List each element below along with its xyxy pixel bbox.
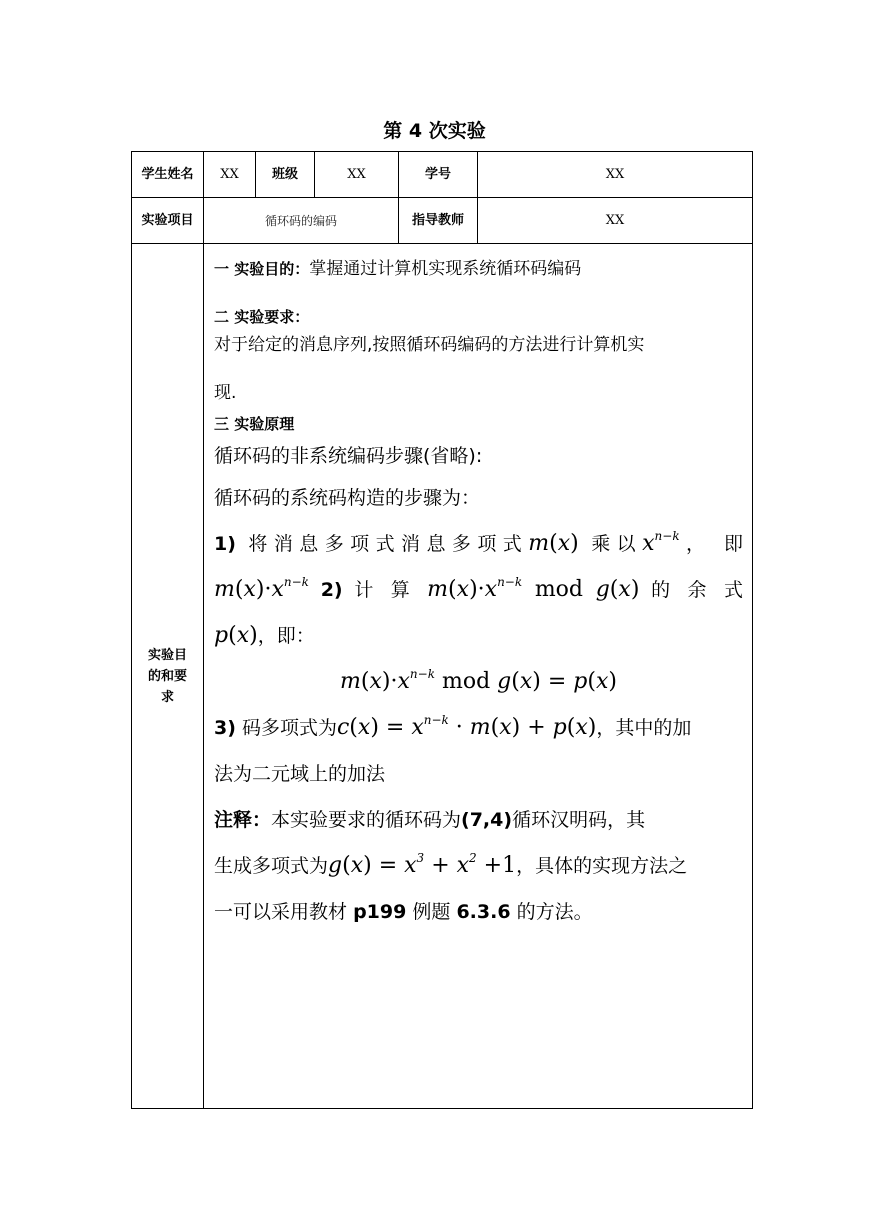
- class-label: 班级: [256, 152, 315, 198]
- step-2-tail: p(x)，即：: [214, 623, 315, 648]
- section-1-text: 掌握通过计算机实现系统循环码编码: [309, 259, 582, 279]
- section-2-heading: 二 实验要求：: [214, 308, 310, 326]
- purpose-content: [204, 244, 753, 1109]
- student-name-label: 学生姓名: [132, 152, 204, 198]
- project-value: 循环码的编码: [204, 198, 399, 244]
- student-id-value: XX: [478, 152, 753, 198]
- step-3-line: 3) 码多项式为$c(x) = x^{n-k} \cdot m(x) + p(x)$，其中的加: [214, 712, 692, 740]
- project-label: 实验项目: [132, 198, 204, 244]
- section-2-text-b: 现.: [214, 383, 237, 403]
- step-2-line: $m(x)\cdot x^{n-k}$ 2) 计 算 $m(x)\cdot x^{n-k}$ mod g(x) 的 余 式: [214, 574, 743, 602]
- step-1-line: 1) 将消息多项式消息多项式m(x) 乘以$x^{n-k}$， 即: [214, 528, 743, 556]
- note-line-2: 生成多项式为$g(x) = x^3 + x^2 +1$，具体的实现方法之: [214, 850, 688, 878]
- experiment-table: [131, 151, 753, 1109]
- remainder-equation: $m(x)\cdot x^{n-k}$ mod g(x) = p(x): [340, 666, 617, 694]
- section-1-heading: 一 实验目的: [214, 260, 295, 278]
- note-line-3: 一可以采用教材 p199 例题 6.3.6 的方法。: [214, 901, 593, 923]
- section-purpose: 一 实验目的：掌握通过计算机实现系统循环码编码: [214, 259, 582, 279]
- step-3-line-2: 法为二元域上的加法: [214, 763, 386, 785]
- student-id-label: 学号: [399, 152, 478, 198]
- section-3-heading: 三 实验原理: [214, 415, 295, 433]
- class-value: XX: [315, 152, 399, 198]
- nonsys-line: 循环码的非系统编码步骤(省略):: [214, 445, 483, 467]
- section-2-text-a: 对于给定的消息序列,按照循环码编码的方法进行计算机实: [214, 335, 645, 355]
- page-title: 第 4 次实验: [383, 120, 486, 142]
- teacher-value: XX: [478, 198, 753, 244]
- sys-line: 循环码的系统码构造的步骤为：: [214, 487, 481, 509]
- teacher-label: 指导教师: [399, 198, 478, 244]
- purpose-label: 实验目的和要求: [132, 244, 204, 1109]
- student-name-value: XX: [204, 152, 256, 198]
- note-line-1: 注释：本实验要求的循环码为(7,4)循环汉明码，其: [214, 809, 646, 831]
